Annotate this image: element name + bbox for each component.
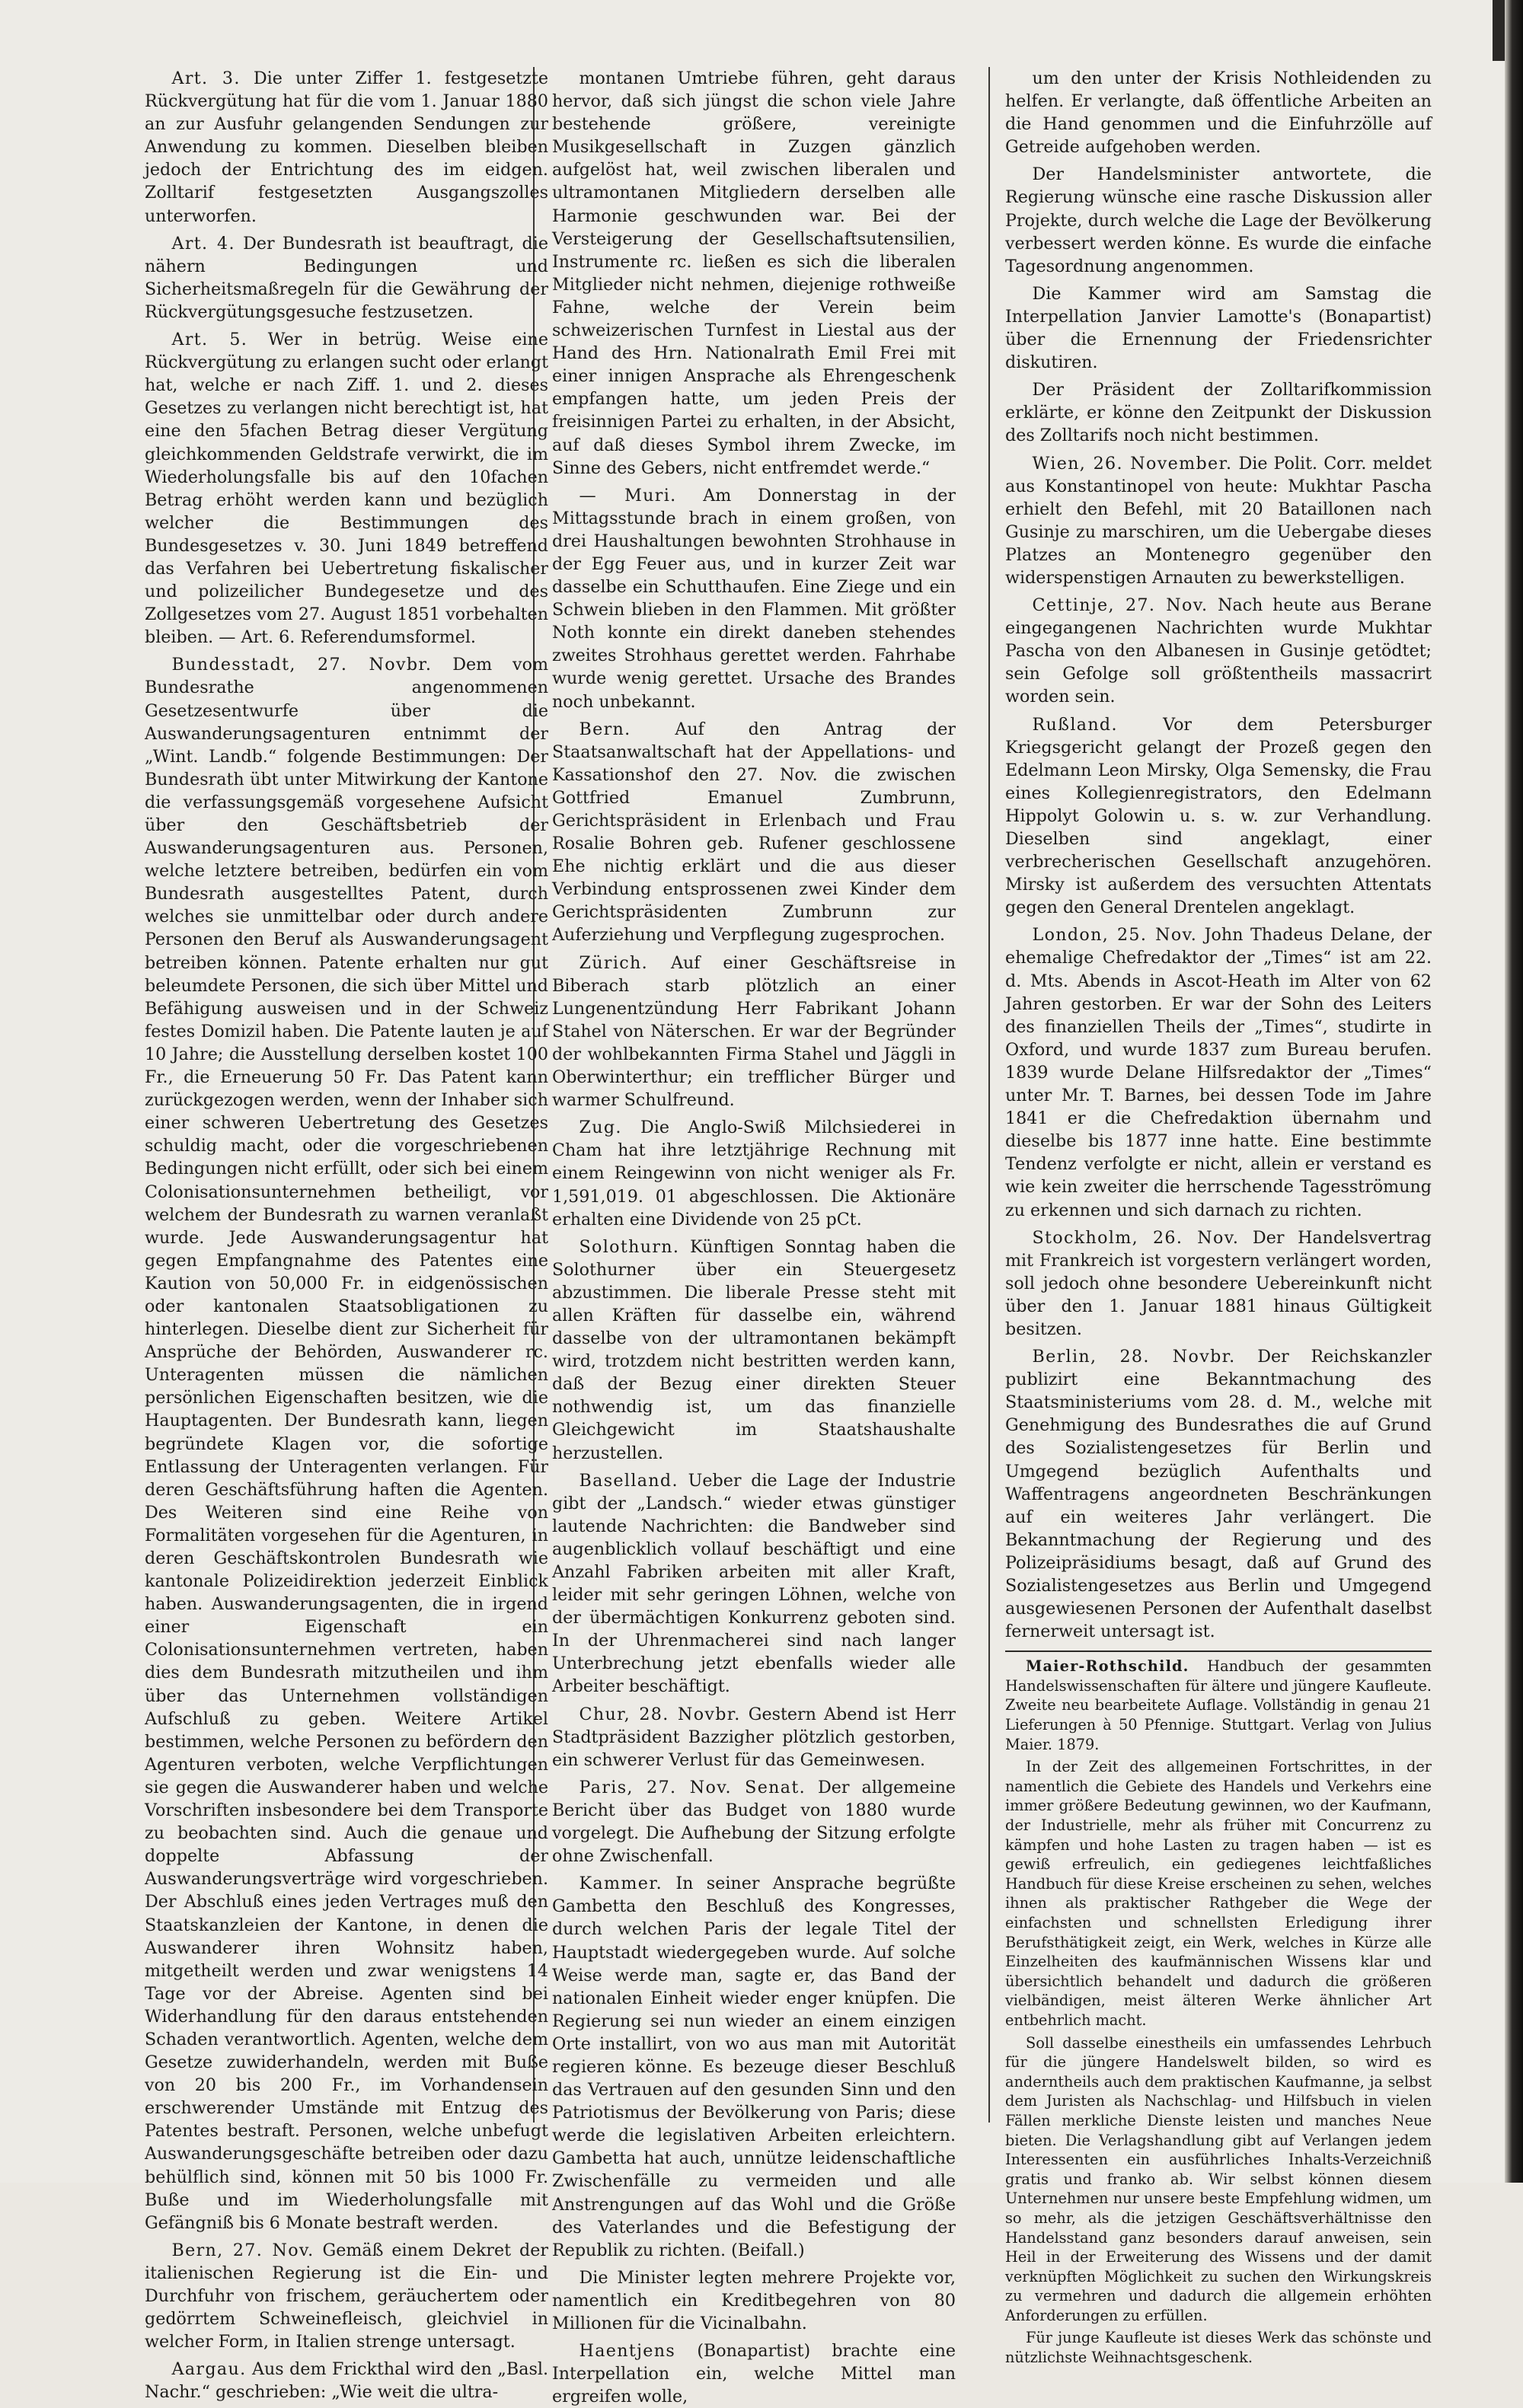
article-text: (Bonapartist) brachte eine Interpellation ein, welche Mittel man ergreifen wolle, <box>552 2341 956 2407</box>
article-dateline: — Muri. <box>579 485 677 506</box>
article-paragraph <box>552 718 956 947</box>
review-paragraph <box>1005 1657 1432 1754</box>
review-text: Handbuch der gesammten Handelswissenschaften für ältere und jüngere Kaufleute. Zweite neu bearbeitete Auflage. Vollständig in genau 21 Lieferungen à 50 Pfennige. Stuttgart. Verlag von Julius Maier. 1879. <box>1005 1657 1432 1753</box>
article-dateline: Cettinje, 27. Nov. <box>1032 595 1209 616</box>
article-paragraph <box>552 484 956 713</box>
article-paragraph <box>1005 452 1432 590</box>
article-paragraph <box>552 1116 956 1230</box>
article-dateline: Wien, 26. November. <box>1032 453 1233 474</box>
article-text: Dem vom Bundesrathe angenommenen Gesetzesentwurfe über die Auswanderungsagenturen entnimmt der „Wint. Landb.“ folgende Bestimmungen: Der Bundesrath übt unter Mitwirkung der Kantone die verfassungsgemäß vorgesehene Aufsicht über den Geschäftsbetrieb der Auswanderungsagenturen aus. Personen, welche letztere betreiben, bedürfen ein vom Bundesrath ausgestelltes Patent, durch welches sie unmittelbar oder durch andere Personen den Beruf als Auswanderungsagent betreiben können. Patente erhalten nur gut beleumdete Personen, die sich über Mittel und Befähigung ausweisen und in der Schweiz festes Domizil haben. Die Patente lauten je auf 10 Jahre; die Ausstellung derselben kostet 100 Fr., die Erneuerung 50 Fr. Das Patent kann zurückgezogen werden, wenn der Inhaber sich einer schweren Uebertretung des Gesetzes schuldig macht, oder die vorgeschriebenen Bedingungen nicht erfüllt, oder sich bei einem Colonisationsunternehmen betheiligt, vor welchem der Bundesrath zu warnen veranlaßt wurde. Jede Auswanderungsagentur hat gegen Empfangnahme des Patentes eine Kaution von 50,000 Fr. in eidgenössischen oder kantonalen Staatsobligationen zu hinterlegen. Dieselbe dient zur Sicherheit für Ansprüche der Behörden, Auswanderer rc. Unteragenten müssen die nämlichen persönlichen Eigenschaften besitzen, wie die Hauptagenten. Der Bundesrath kann, liegen begründete Klagen vor, die sofortige Entlassung der Unteragenten verlangen. Für deren Geschäftsführung haften die Agenten. Des Weiteren sind eine Reihe von Formalitäten vorgesehen für die Agenturen, in deren Geschäftskontrolen Bundesrath wie kantonale Polizeidirektion jederzeit Einblick haben. Auswanderungsagenten, die in irgend einer Eigenschaft ein Colonisationsunternehmen vertreten, haben dies dem Bundesrath mitzutheilen und ihm über das Unternehmen vollständigen Aufschluß zu geben. Weitere Artikel bestimmen, welche Personen zu befördern den Agenturen verboten, welche Verpflichtungen sie gegen die Auswanderer haben und welche Vorschriften insbesondere bei dem Transporte zu beobachten sind. Auch die genaue und doppelte Abfassung der Auswanderungsverträge wird vorgeschrieben. Der Abschluß eines jeden Vertrages muß den Staatskanzleien der Kantone, in denen die Auswanderer ihren Wohnsitz haben, mitgetheilt werden und zwar wenigstens 14 Tage vor der Abreise. Agenten sind bei Widerhandlung für den daraus entstehenden Schaden verantwortlich. Agenten, welche dem Gesetze zuwiderhandeln, werden mit Buße von 20 bis 200 Fr., im Vorhandensein erschwerender Umstände mit Entzug des Patentes bestraft. Personen, welche unbefugt Auswanderungsgeschäfte betreiben oder dazu behülflich sind, können mit 50 bis 1000 Fr. Buße und im Wiederholungsfalle mit Gefängniß bis 6 Monate bestraft werden. <box>145 655 548 2233</box>
article-text: Die Kammer wird am Samstag die Interpellation Janvier Lamotte's (Bonapartist) über die Ernennung der Friedensrichter diskutiren. <box>1005 283 1432 373</box>
column-left <box>145 67 549 2403</box>
article-dateline: Haentjens <box>579 2341 676 2362</box>
article-dateline: Bundesstadt, 27. Novbr. <box>171 655 433 675</box>
article-text: Auf den Antrag der Staatsanwaltschaft hat der Appellations- und Kassationshof den 27. Nov. die zwischen Gottfried Emanuel Zumbrunn, Gerichtspräsident in Erlenbach und Frau Rosalie Bohren geb. Rufener geschlossene Ehe nichtig erklärt und die aus dieser Verbindung entsprossenen zwei Kinder dem Gerichtspräsidenten Zumbrunn zur Auferziehung und Verpflegung zugesprochen. <box>552 719 956 946</box>
book-review <box>1005 1657 1432 2367</box>
article-text: Die Minister legten mehrere Projekte vor, namentlich ein Kreditbegehren von 80 Millionen für die Vicinalbahn. <box>552 2267 956 2333</box>
article-dateline: Baselland. <box>579 1470 678 1491</box>
article-paragraph <box>1005 713 1432 920</box>
article-paragraph <box>145 2239 548 2353</box>
article-text: Künftigen Sonntag haben die Solothurner über ein Steuergesetz abzustimmen. Die liberale Presse steht mit allen Kräften für dasselbe ein, während dasselbe von der ultramontanen bekämpft wird, trotzdem nicht bestritten werden kann, daß der Bezug einer direkten Steuer nothwendig ist, um das finanzielle Gleichgewicht im Staatshaushalte herzustellen. <box>552 1236 956 1463</box>
article-dateline: Aargau. <box>171 2359 247 2380</box>
article-paragraph <box>552 1703 956 1772</box>
article-text: Gemäß einem Dekret der italienischen Regierung ist die Ein- und Durchfuhr von frischem, geräuchertem oder gedörrtem Schweinefleisch, gleichviel in welcher Form, in Italien strenge untersagt. <box>145 2240 549 2352</box>
article-text: John Thadeus Delane, der ehemalige Chefredaktor der „Times“ ist am 22. d. Mts. Abends in Ascot-Heath im Alter von 62 Jahren gestorben. Er war der Sohn des Leiters des finanziellen Theils der „Times“, studirte in Oxford, und wurde 1837 zum Bureau berufen. 1839 wurde Delane Hilfsredaktor der „Times“ unter Mr. T. Barnes, bei dessen Tode im Jahre 1841 er die Chefredaktion übernahm und dieselbe bis 1877 inne hatte. Eine bestimmte Tendenz verfolgte er nicht, allein er verstand es wie kein zweiter die herrschende Tagesströmung zu erkennen und sich darnach zu richten. <box>1005 925 1432 1220</box>
review-paragraph <box>1005 1757 1432 2030</box>
article-paragraph <box>552 2339 956 2408</box>
article-text: Wer in betrüg. Weise eine Rückvergütung zu erlangen sucht oder erlangt hat, welche er nach Ziff. 1. und 2. dieses Gesetzes zu verlangen nicht berechtigt ist, hat eine den 5fachen Betrag dieser Vergütung gleichkommenden Geldstrafe verwirkt, die im Wiederholungsfalle bis auf den 10fachen Betrag erhöht werden kann und bezüglich welcher die Bestimmungen des Bundesgesetzes v. 30. Juni 1849 betreffend das Verfahren bei Uebertretung fiskalischer und polizeilicher Bundegesetze und des Zollgesetzes vom 27. August 1851 vorbehalten bleiben. — Art. 6. Referendumsformel. <box>145 330 548 648</box>
article-paragraph <box>552 1469 956 1698</box>
article-paragraph <box>552 67 956 480</box>
column-right-news <box>1005 67 1432 1643</box>
article-text: Aus dem Frickthal wird den „Basl. Nachr.“ geschrieben: „Wie weit die ultra- <box>145 2359 548 2403</box>
article-dateline: Bern. <box>579 719 631 739</box>
scan-edge-top <box>1493 0 1505 61</box>
article-text: um den unter der Krisis Nothleidenden zu helfen. Er verlangte, daß öffentliche Arbeiten an die Hand genommen und die Einfuhrzölle auf Getreide aufgehoben werden. <box>1005 69 1432 158</box>
article-text: Der Präsident der Zolltarifkommission erklärte, er könne den Zeitpunkt der Diskussion des Zolltarifs noch nicht bestimmen. <box>1005 380 1432 446</box>
article-dateline: Stockholm, 26. Nov. <box>1032 1227 1240 1248</box>
article-text: Vor dem Petersburger Kriegsgericht gelangt der Prozeß gegen den Edelmann Leon Mirsky, Olga Semensky, die Frau eines Kollegienregistrators, den Edelmann Hippolyt Golowin u. s. w. zur Verhandlung. Dieselben sind angeklagt, einer verbrecherischen Gesellschaft anzugehören. Mirsky ist außerdem des versuchten Attentats gegen den General Drentelen angeklagt. <box>1005 714 1432 918</box>
article-dateline: Chur, 28. Novbr. <box>579 1704 741 1724</box>
article-text: Gestern Abend ist Herr Stadtpräsident Bazzigher plötzlich gestorben, ein schwerer Verlust für das Gemeinwesen. <box>552 1704 956 1770</box>
article-dateline: Art. 5. <box>171 330 248 350</box>
article-text: montanen Umtriebe führen, geht daraus hervor, daß sich jüngst die schon viele Jahre bestehende größere, vereinigte Musikgesellschaft in Zuzgen gänzlich aufgelöst hat, weil zwischen liberalen und ultramontanen Mitgliedern derselben alle Harmonie geschwunden war. Bei der Versteigerung der Gesellschaftsutensilien, Instrumente rc. ließen es sich die liberalen Mitglieder nicht nehmen, diejenige rothweiße Fahne, welche der Verein beim schweizerischen Turnfest in Liestal aus der Hand des Hrn. Nationalrath Emil Frei mit einer innigen Ansprache als Ehrengeschenk empfangen hatte, um jeden Preis der freisinnigen Partei zu erhalten, in der Absicht, auf daß dieses Symbol ihrem Zwecke, im Sinne des Gebers, nicht entfremdet werde.“ <box>552 69 956 478</box>
article-paragraph <box>1005 1345 1432 1643</box>
article-text: Die unter Ziffer 1. festgesetzte Rückvergütung hat für die vom 1. Januar 1880 an zur Ausfuhr gelangenden Sendungen zur Anwendung zu kommen. Dieselben bleiben jedoch der Entrichtung des im eidgen. Zolltarif festgesetzten Ausgangszolles unterworfen. <box>145 69 548 226</box>
article-paragraph <box>145 232 548 324</box>
article-paragraph <box>1005 1226 1432 1341</box>
article-paragraph <box>1005 163 1432 277</box>
article-text: Der allgemeine Bericht über das Budget von 1880 wurde vorgelegt. Die Aufhebung der Sitzung erfolgte ohne Zwischenfall. <box>552 1777 956 1867</box>
article-text: Die Anglo-Swiß Milchsiederei in Cham hat ihre letztjährige Rechnung mit einem Reingewinn von nicht weniger als Fr. 1,591,019. 01 abgeschlossen. Die Aktionäre erhalten eine Dividende von 25 pCt. <box>552 1118 956 1230</box>
article-text: Die Polit. Corr. meldet aus Konstantinopel von heute: Mukhtar Pascha erhielt den Befehl, mit 20 Bataillonen nach Gusinje zu marschiren, um die Uebergabe dieses Platzes an Montenegro gegenüber den widerspenstigen Arnauten zu bewerkstelligen. <box>1005 453 1432 588</box>
article-dateline: Solothurn. <box>579 1236 680 1257</box>
article-paragraph <box>552 2266 956 2335</box>
column-rule-right <box>988 67 990 2123</box>
review-text: Soll dasselbe einestheils ein umfassendes Lehrbuch für die jüngere Handelswelt bilden, so wird es anderntheils auch dem praktischen Kaufmanne, ja selbst dem Juristen als Nachschlag- und Hilfsbuch in vielen Fällen merkliche Dienste leisten und manches Neue bieten. Die Verlagshandlung gibt auf Verlangen jedem Interessenten ein ausführliches Inhalts-Verzeichniß gratis und franko ab. Wir selbst können diesem Unternehmen nur unsere beste Empfehlung widmen, um so mehr, als die jetzigen Geschäftsverhältnisse den Handelsstand ganz besonders darauf anweisen, sein Heil in der Erweiterung des Wissens und der damit verknüpften Möglichkeit zu suchen den Wirkungskreis zu vermehren und dadurch die allgemein erhöhten Anforderungen zu erfüllen. <box>1005 2033 1432 2324</box>
article-text: In seiner Ansprache begrüßte Gambetta den Beschluß des Kongresses, durch welchen Paris der legale Titel der Hauptstadt wiedergegeben wurde. Auf solche Weise werde man, sagte er, das Band der nationalen Einheit wieder enger knüpfen. Die Regierung sei nun wieder an einem einzigen Orte installirt, von wo aus man mit Autorität regieren könne. Es bezeuge dieser Beschluß das Vertrauen auf den gesunden Sinn und den Patriotismus der Bevölkerung von Paris; diese werde die legislativen Arbeiten erleichtern. Gambetta hat auch, unnütze leidenschaftliche Zwischenfälle zu vermeiden und alle Anstrengungen auf das Wohl und die Größe des Vaterlandes und die Befestigung der Republik zu richten. (Beifall.) <box>552 1874 956 2260</box>
article-paragraph <box>1005 594 1432 708</box>
column-middle <box>552 67 956 2407</box>
article-paragraph <box>552 1776 956 1867</box>
article-paragraph <box>145 328 548 649</box>
article-dateline: Rußland. <box>1032 714 1118 735</box>
article-text: Nach heute aus Berane eingegangenen Nachrichten wurde Mukhtar Pascha von den Albanesen in Gusinje getödtet; sein Gefolge soll größtentheils massacrirt worden sein. <box>1005 595 1432 707</box>
article-dateline: Zug. <box>579 1118 622 1138</box>
review-separator <box>1005 1651 1432 1652</box>
review-paragraph <box>1005 2328 1432 2367</box>
article-text: Der Reichskanzler publizirt eine Bekanntmachung des Staatsministeriums vom 28. d. M., welche mit Genehmigung des Bundesrathes die auf Grund des Sozialistengesetzes für Berlin und Umgegend bezüglich Aufenthalts und Waffentragens angeordneten Beschränkungen auf ein weiteres Jahr verlängert. Die Bekanntmachung der Regierung und des Polizeipräsidiums besagt, daß auf Grund des Sozialistengesetzes aus Berlin und Umgegend ausgewiesenen Personen der Aufenthalt daselbst fernerweit untersagt ist. <box>1005 1347 1432 1642</box>
article-dateline: Zürich. <box>579 952 649 973</box>
article-dateline: Berlin, 28. Novbr. <box>1032 1347 1236 1367</box>
review-text: In der Zeit des allgemeinen Fortschrittes, in der namentlich die Gebiete des Handels und Verkehrs eine immer größere Bedeutung gewinnen, wo der Kaufmann, der Industrielle, mehr als früher mit Concurrenz zu kämpfen und hohe Lasten zu tragen haben — ist es gewiß erfreulich, ein gediegenes leichtfaßliches Handbuch für diese Kreise erscheinen zu sehen, welches ihnen als praktischer Rathgeber die Wege der einfachsten und schnellsten Erledigung ihrer Berufsthätigkeit zeigt, ein Werk, welches in Kürze alle Einzelheiten des kaufmännischen Wissens klar und übersichtlich behandelt und dadurch die größeren vielbändigen, meist älteren Werke ähnlicher Art entbehrlich macht. <box>1005 1758 1432 2029</box>
review-paragraph <box>1005 2033 1432 2326</box>
article-text: Der Bundesrath ist beauftragt, die nähern Bedingungen und Sicherheitsmaßregeln für die Gewährung der Rückvergütungsgesuche festzusetzen. <box>145 233 548 322</box>
article-paragraph <box>552 952 956 1112</box>
review-dateline: Maier-Rothschild. <box>1026 1657 1189 1676</box>
article-text: Auf einer Geschäftsreise in Biberach starb plötzlich an einer Lungenentzündung Herr Fabrikant Johann Stahel von Näterschen. Er war der Begründer der wohlbekannten Firma Stahel und Jäggli in Oberwinterthur; ein trefflicher Bürger und warmer Schulfreund. <box>552 952 956 1111</box>
article-paragraph <box>145 653 548 2234</box>
article-text: Der Handelsvertrag mit Frankreich ist vorgestern verlängert worden, soll jedoch ohne besondere Uebereinkunft nicht über den 1. Januar 1881 hinaus Gültigkeit besitzen. <box>1005 1227 1432 1339</box>
article-paragraph <box>1005 282 1432 374</box>
article-text: Ueber die Lage der Industrie gibt der „Landsch.“ wieder etwas günstiger lautende Nachrichten: die Bandweber sind augenblicklich vollauf beschäftigt und eine Anzahl Fabriken arbeiten mit aller Kraft, leider mit sehr geringen Löhnen, welche von der übermächtigen Konkurrenz geboten sind. In der Uhrenmacherei sind nach langer Unterbrechung jetzt ebenfalls wieder alle Arbeiter beschäftigt. <box>552 1470 956 1697</box>
article-dateline: Kammer. <box>579 1874 663 1894</box>
article-paragraph <box>1005 67 1432 158</box>
article-dateline: Bern, 27. Nov. <box>171 2240 314 2260</box>
article-dateline: London, 25. Nov. <box>1032 925 1198 946</box>
article-paragraph <box>145 67 548 228</box>
article-text: Am Donnerstag in der Mittagsstunde brach in einem großen, von drei Haushaltungen bewohnten Strohhause in der Egg Feuer aus, und in kurzer Zeit war dasselbe ein Schutthaufen. Eine Ziege und ein Schwein blieben in den Flammen. Mit größter Noth konnte ein direkt daneben stehendes zweites Strohhaus gerettet werden. Fahrhabe wurde wenig gerettet. Ursache des Brandes noch unbekannt. <box>552 485 956 712</box>
article-text: Der Handelsminister antwortete, die Regierung wünsche eine rasche Diskussion aller Projekte, durch welche die Lage der Bevölkerung verbessert werden könne. Es wurde die einfache Tagesordnung angenommen. <box>1005 164 1432 276</box>
review-text: Für junge Kaufleute ist dieses Werk das schönste und nützlichste Weihnachtsgeschenk. <box>1005 2329 1432 2367</box>
article-paragraph <box>552 1872 956 2262</box>
article-dateline: Paris, 27. Nov. Senat. <box>579 1777 806 1797</box>
article-paragraph <box>552 1236 956 1465</box>
article-paragraph <box>1005 923 1432 1221</box>
article-dateline: Art. 4. <box>171 233 235 254</box>
scan-edge-shadow <box>1505 0 1523 2183</box>
article-dateline: Art. 3. <box>171 69 241 88</box>
column-right <box>1005 67 1432 2367</box>
article-paragraph <box>145 2358 548 2403</box>
article-paragraph <box>1005 378 1432 447</box>
